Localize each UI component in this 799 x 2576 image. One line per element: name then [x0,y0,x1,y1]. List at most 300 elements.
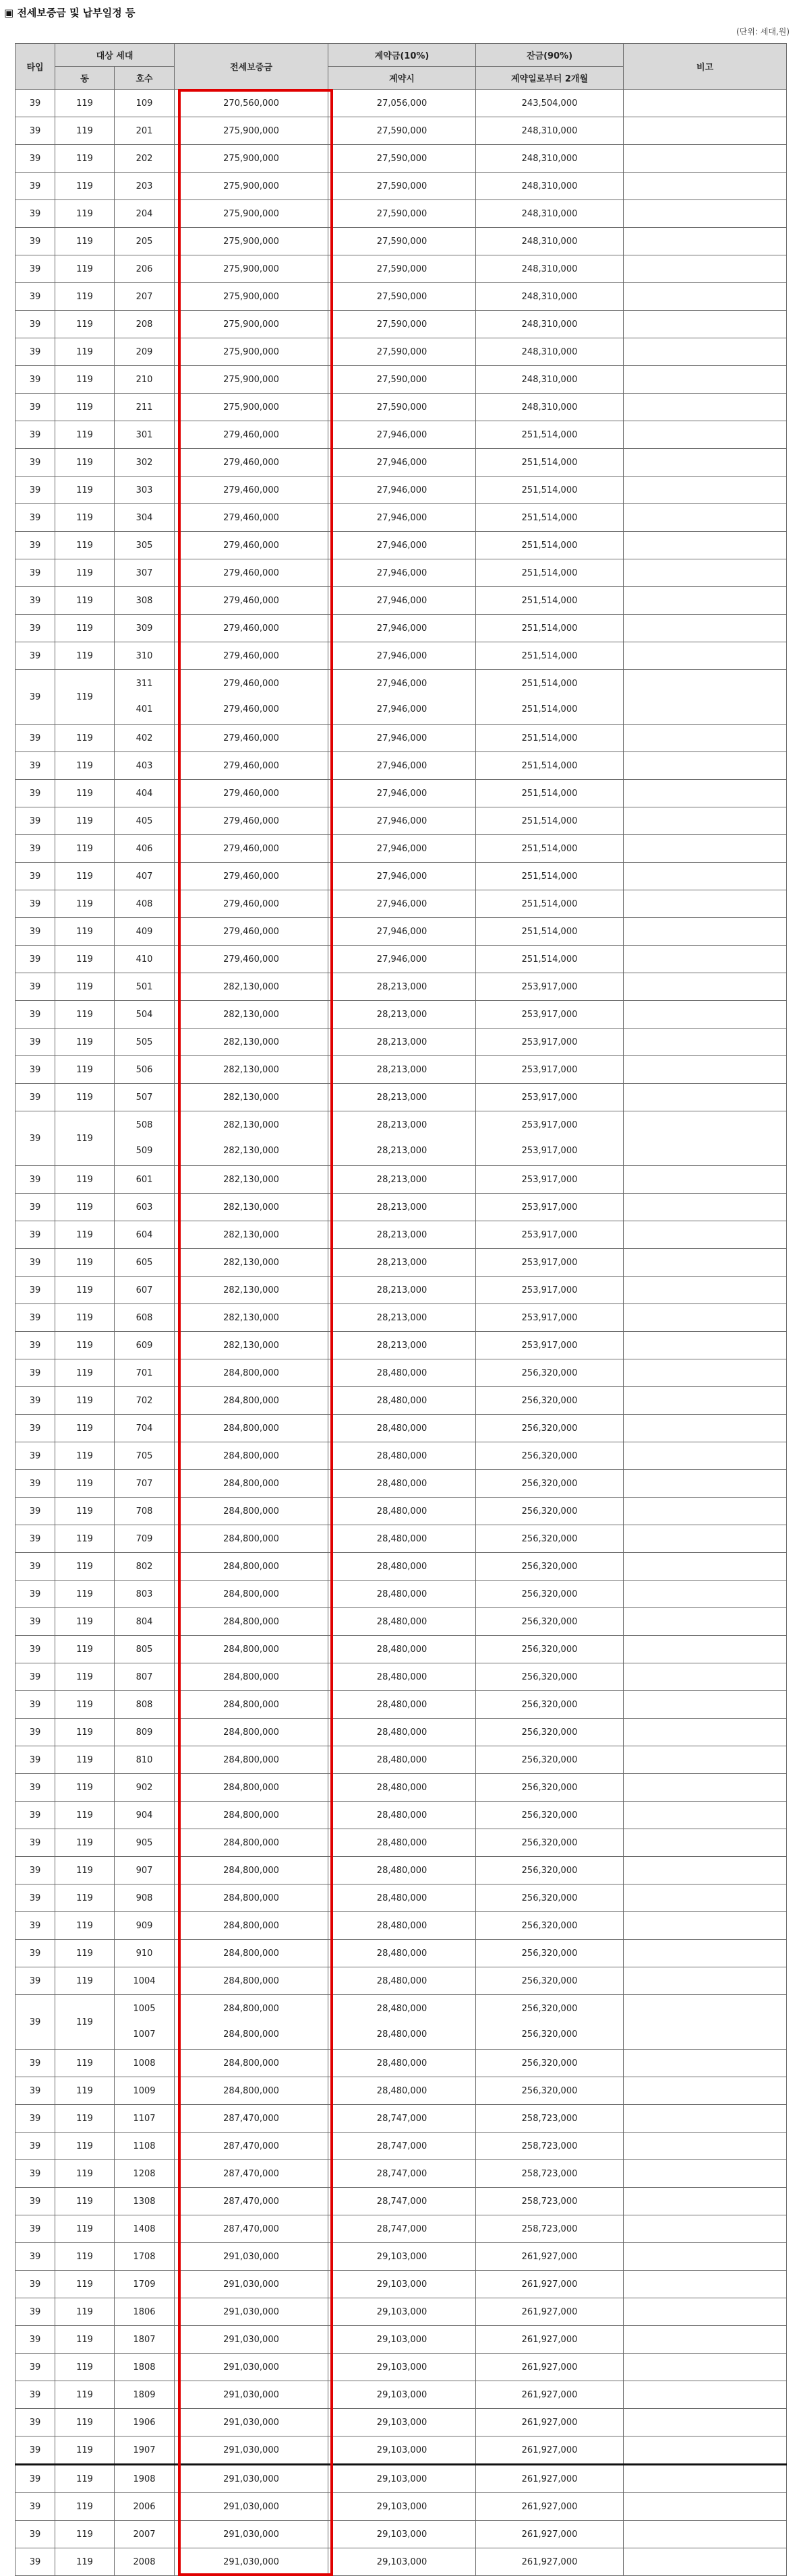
cell-balance: 258,723,000 [476,2133,624,2160]
cell-remarks [624,228,787,255]
cell-contract: 28,480,000 [328,1387,476,1415]
cell-remarks [624,311,787,338]
cell-deposit: 284,800,000 [175,1415,328,1442]
cell-deposit: 291,030,000 [175,2326,328,2354]
cell-dong: 119 [55,752,115,780]
table-row [16,1802,787,1829]
cell-ho: 601 [115,1166,175,1194]
cell-dong: 119 [55,587,115,615]
cell-dong: 119 [55,1029,115,1056]
cell-type: 39 [16,1498,55,1525]
cell-balance: 253,917,000 [476,1056,624,1084]
cell-type: 39 [16,1857,55,1884]
cell-deposit: 284,800,000 [175,1967,328,1995]
cell-type: 39 [16,807,55,835]
cell-ho: 202 [115,145,175,173]
cell-type: 39 [16,1884,55,1912]
cell-balance: 256,320,000 [476,1498,624,1525]
cell-type: 39 [16,1359,55,1387]
header-deposit: 전세보증금 [175,44,328,90]
cell-ho: 211 [115,394,175,421]
cell-type: 39 [16,2298,55,2326]
cell-dong: 119 [55,1084,115,1111]
table-row [16,2409,787,2436]
cell-contract: 28,480,000 [328,1636,476,1663]
cell-contract: 28,480,000 [328,1470,476,1498]
cell-deposit: 275,900,000 [175,311,328,338]
cell-dong: 119 [55,1194,115,1221]
cell-remarks [624,2521,787,2548]
cell-deposit: 284,800,000 [175,1608,328,1636]
cell-contract: 28,480,000 [328,1719,476,1746]
cell-deposit-value: 282,130,000 [223,1146,279,1156]
cell-balance: 248,310,000 [476,366,624,394]
cell-balance: 256,320,000 [476,1774,624,1802]
cell-contract: 28,480,000 [328,1774,476,1802]
cell-dong: 119 [55,2243,115,2271]
cell-dong: 119 [55,2381,115,2409]
cell-remarks [624,2215,787,2243]
cell-dong: 119 [55,835,115,863]
table-row [16,2105,787,2133]
cell-dong: 119 [55,2133,115,2160]
cell-dong: 119 [55,1802,115,1829]
cell-dong: 119 [55,1884,115,1912]
cell-dong: 119 [55,90,115,117]
cell-contract: 27,590,000 [328,117,476,145]
cell-contract: 28,213,000 [328,1084,476,1111]
cell-deposit: 282,130,000 [175,1029,328,1056]
cell-type: 39 [16,1829,55,1857]
cell-deposit: 284,800,000 [175,1359,328,1387]
cell-dong: 119 [55,807,115,835]
cell-remarks [624,1608,787,1636]
cell-balance: 261,927,000 [476,2493,624,2521]
cell-deposit: 284,800,000 [175,1802,328,1829]
cell-remarks [624,1636,787,1663]
cell-balance: 258,723,000 [476,2188,624,2215]
cell-deposit-value: 282,130,000 [223,1120,279,1130]
cell-contract: 28,480,000 [328,1359,476,1387]
cell-dong: 119 [55,1581,115,1608]
cell-deposit: 279,460,000 [175,835,328,863]
cell-remarks [624,2077,787,2105]
table-row [16,394,787,421]
cell-dong: 119 [55,1415,115,1442]
cell-contract: 27,946,000 [328,890,476,918]
cell-remarks [624,642,787,670]
cell-balance: 261,927,000 [476,2298,624,2326]
cell-ho: 203 [115,173,175,200]
cell-deposit-value: 279,460,000 [223,704,279,714]
cell-remarks [624,1029,787,1056]
cell-type: 39 [16,1001,55,1029]
cell-deposit: 279,460,000 [175,477,328,504]
cell-balance: 251,514,000 [476,615,624,642]
cell-ho: 1008 [115,2050,175,2077]
cell-type: 39 [16,1304,55,1332]
cell-remarks [624,1802,787,1829]
cell-ho: 210 [115,366,175,394]
cell-contract: 27,590,000 [328,173,476,200]
cell-contract: 27,946,000 [328,559,476,587]
cell-type: 39 [16,532,55,559]
cell-ho: 1809 [115,2381,175,2409]
cell-deposit: 287,470,000 [175,2215,328,2243]
cell-balance: 256,320,000 [476,1719,624,1746]
cell-contract-value: 28,480,000 [376,2029,427,2040]
cell-type: 39 [16,1774,55,1802]
cell-type: 39 [16,587,55,615]
cell-contract: 29,103,000 [328,2521,476,2548]
page-title: ▣ 전세보증금 및 납부일정 등 [4,7,136,19]
cell-deposit: 279,460,000 [175,807,328,835]
cell-balance: 248,310,000 [476,117,624,145]
cell-type: 39 [16,173,55,200]
cell-ho: 505 [115,1029,175,1056]
cell-remarks [624,1940,787,1967]
cell-type: 39 [16,283,55,311]
cell-remarks [624,1719,787,1746]
cell-type: 39 [16,2381,55,2409]
cell-remarks [624,890,787,918]
cell-contract: 28,213,000 [328,1001,476,1029]
cell-remarks [624,2243,787,2271]
cell-balance: 248,310,000 [476,173,624,200]
cell-contract: 27,590,000 [328,338,476,366]
cell-dong: 119 [55,2436,115,2465]
cell-contract: 28,213,000 [328,1166,476,1194]
cell-deposit: 284,800,000 [175,1581,328,1608]
cell-dong: 119 [55,2271,115,2298]
cell-type: 39 [16,863,55,890]
cell-contract: 27,946,000 [328,477,476,504]
cell-balance: 251,514,000 [476,504,624,532]
cell-type: 39 [16,1719,55,1746]
cell-deposit: 275,900,000 [175,117,328,145]
cell-contract: 27,590,000 [328,255,476,283]
cell-remarks [624,1857,787,1884]
cell-balance: 248,310,000 [476,200,624,228]
cell-ho: 403 [115,752,175,780]
cell-balance: 248,310,000 [476,311,624,338]
cell-ho: 1009 [115,2077,175,2105]
cell-contract: 28,480,000 [328,1442,476,1470]
cell-ho: 205 [115,228,175,255]
cell-dong: 119 [55,173,115,200]
cell-type: 39 [16,1553,55,1581]
cell-deposit: 284,800,000 [175,1719,328,1746]
cell-remarks [624,2188,787,2215]
cell-type: 39 [16,1221,55,1249]
cell-balance: 261,927,000 [476,2548,624,2576]
cell-ho: 1107 [115,2105,175,2133]
cell-type: 39 [16,1636,55,1663]
cell-remarks [624,1111,787,1166]
header-balance-amount: 잔금(90%) [476,44,624,67]
cell-ho: 310 [115,642,175,670]
table-row [16,2298,787,2326]
cell-balance: 256,320,000 [476,1802,624,1829]
cell-type: 39 [16,2271,55,2298]
cell-contract: 28,480,000 [328,1553,476,1581]
table-row [16,2521,787,2548]
cell-balance: 243,504,000 [476,90,624,117]
cell-ho: 804 [115,1608,175,1636]
cell-dong: 119 [55,1663,115,1691]
cell-dong: 119 [55,670,115,725]
cell-balance-value: 256,320,000 [521,2004,578,2014]
cell-type: 39 [16,2243,55,2271]
cell-type: 39 [16,973,55,1001]
cell-contract: 28,480,000 [328,1884,476,1912]
deposit-schedule-table-container [15,43,786,2576]
cell-deposit: 279,460,000 [175,752,328,780]
cell-remarks [624,1277,787,1304]
cell-ho: 201 [115,117,175,145]
cell-remarks [624,918,787,946]
cell-balance: 253,917,000 [476,1332,624,1359]
table-row [16,366,787,394]
table-row [16,1249,787,1277]
cell-dong: 119 [55,890,115,918]
cell-contract: 27,946,000 [328,449,476,477]
cell-balance: 258,723,000 [476,2215,624,2243]
cell-dong: 119 [55,559,115,587]
cell-type: 39 [16,670,55,725]
table-row [16,1332,787,1359]
cell-type: 39 [16,338,55,366]
cell-ho: 1408 [115,2215,175,2243]
header-ho: 호수 [115,67,175,90]
table-row [16,311,787,338]
cell-type: 39 [16,835,55,863]
cell-dong: 119 [55,1249,115,1277]
cell-dong: 119 [55,1387,115,1415]
cell-balance: 248,310,000 [476,283,624,311]
cell-remarks [624,1249,787,1277]
cell-deposit: 284,800,000 [175,1387,328,1415]
cell-ho: 301 [115,421,175,449]
cell-ho: 109 [115,90,175,117]
cell-ho [115,1995,175,2050]
cell-deposit: 282,130,000 [175,1221,328,1249]
cell-balance: 258,723,000 [476,2105,624,2133]
cell-type: 39 [16,200,55,228]
cell-balance: 256,320,000 [476,1691,624,1719]
cell-deposit: 287,470,000 [175,2133,328,2160]
cell-dong: 119 [55,1967,115,1995]
cell-remarks [624,1995,787,2050]
cell-ho: 603 [115,1194,175,1221]
cell-contract: 27,946,000 [328,946,476,973]
cell-remarks [624,807,787,835]
table-row [16,835,787,863]
cell-dong: 119 [55,1691,115,1719]
cell-contract-value: 28,213,000 [376,1120,427,1130]
table-row [16,918,787,946]
cell-contract: 28,480,000 [328,1498,476,1525]
cell-type: 39 [16,1332,55,1359]
cell-remarks [624,338,787,366]
cell-type: 39 [16,1111,55,1166]
cell-remarks [624,1774,787,1802]
cell-contract-value: 28,480,000 [376,2004,427,2014]
cell-contract-value: 28,213,000 [376,1146,427,1156]
header-remarks: 비고 [624,44,787,90]
table-row [16,2465,787,2493]
cell-contract: 28,213,000 [328,1221,476,1249]
cell-balance: 253,917,000 [476,1166,624,1194]
cell-balance-value: 251,514,000 [521,679,578,689]
cell-remarks [624,615,787,642]
cell-deposit [175,670,328,725]
table-row [16,1415,787,1442]
cell-deposit: 284,800,000 [175,1663,328,1691]
cell-contract: 28,747,000 [328,2160,476,2188]
cell-dong: 119 [55,532,115,559]
cell-dong: 119 [55,946,115,973]
cell-dong: 119 [55,504,115,532]
cell-remarks [624,1001,787,1029]
table-row [16,1084,787,1111]
cell-ho: 402 [115,725,175,752]
cell-type: 39 [16,1995,55,2050]
cell-type: 39 [16,1691,55,1719]
table-row [16,559,787,587]
cell-balance: 256,320,000 [476,1857,624,1884]
table-row [16,1636,787,1663]
table-row [16,1001,787,1029]
cell-ho: 608 [115,1304,175,1332]
table-row [16,1498,787,1525]
cell-contract: 27,946,000 [328,918,476,946]
cell-deposit: 287,470,000 [175,2105,328,2133]
table-row [16,890,787,918]
cell-contract: 29,103,000 [328,2493,476,2521]
table-header [16,44,787,90]
cell-type: 39 [16,2465,55,2493]
cell-deposit: 291,030,000 [175,2271,328,2298]
cell-dong: 119 [55,1470,115,1498]
cell-remarks [624,946,787,973]
cell-ho: 705 [115,1442,175,1470]
cell-balance: 256,320,000 [476,1470,624,1498]
cell-type: 39 [16,90,55,117]
table-row [16,477,787,504]
cell-remarks [624,117,787,145]
cell-contract: 29,103,000 [328,2271,476,2298]
cell-contract: 27,590,000 [328,228,476,255]
cell-type: 39 [16,255,55,283]
cell-contract: 28,213,000 [328,1249,476,1277]
cell-dong: 119 [55,283,115,311]
cell-ho-value: 1007 [133,2029,156,2040]
cell-contract: 28,480,000 [328,1581,476,1608]
cell-dong: 119 [55,642,115,670]
table-row [16,2436,787,2465]
cell-deposit: 279,460,000 [175,559,328,587]
cell-dong: 119 [55,1912,115,1940]
cell-ho: 707 [115,1470,175,1498]
cell-type: 39 [16,2188,55,2215]
cell-dong: 119 [55,1498,115,1525]
cell-deposit: 282,130,000 [175,1249,328,1277]
cell-deposit: 291,030,000 [175,2243,328,2271]
cell-contract [328,670,476,725]
cell-dong: 119 [55,449,115,477]
cell-deposit: 284,800,000 [175,1525,328,1553]
table-body [16,90,787,2576]
table-row [16,1746,787,1774]
cell-contract: 27,946,000 [328,835,476,863]
cell-ho: 1806 [115,2298,175,2326]
cell-deposit: 291,030,000 [175,2298,328,2326]
cell-balance: 261,927,000 [476,2465,624,2493]
cell-ho: 607 [115,1277,175,1304]
cell-ho: 708 [115,1498,175,1525]
table-row [16,2326,787,2354]
cell-deposit: 291,030,000 [175,2409,328,2436]
cell-remarks [624,90,787,117]
cell-deposit: 275,900,000 [175,200,328,228]
cell-ho: 1807 [115,2326,175,2354]
cell-ho: 504 [115,1001,175,1029]
cell-remarks [624,421,787,449]
cell-balance: 251,514,000 [476,807,624,835]
cell-deposit: 287,470,000 [175,2160,328,2188]
cell-dong: 119 [55,1608,115,1636]
cell-type: 39 [16,2050,55,2077]
cell-ho: 1709 [115,2271,175,2298]
cell-type: 39 [16,1084,55,1111]
table-row [16,2354,787,2381]
cell-ho: 2006 [115,2493,175,2521]
cell-deposit: 284,800,000 [175,1912,328,1940]
cell-ho: 2007 [115,2521,175,2548]
header-contract-timing: 계약시 [328,67,476,90]
cell-balance: 253,917,000 [476,1001,624,1029]
cell-remarks [624,2409,787,2436]
cell-ho [115,670,175,725]
cell-ho: 807 [115,1663,175,1691]
cell-dong: 119 [55,145,115,173]
table-row [16,1940,787,1967]
cell-ho: 704 [115,1415,175,1442]
table-row [16,1387,787,1415]
cell-ho: 409 [115,918,175,946]
cell-deposit: 282,130,000 [175,973,328,1001]
table-row [16,200,787,228]
cell-deposit: 291,030,000 [175,2521,328,2548]
cell-balance: 251,514,000 [476,918,624,946]
cell-balance: 248,310,000 [476,394,624,421]
cell-dong: 119 [55,255,115,283]
cell-dong: 119 [55,1857,115,1884]
cell-contract: 29,103,000 [328,2409,476,2436]
cell-ho: 303 [115,477,175,504]
cell-type: 39 [16,2436,55,2465]
table-row [16,117,787,145]
cell-remarks [624,2271,787,2298]
cell-type: 39 [16,2133,55,2160]
cell-dong: 119 [55,1111,115,1166]
header-dong: 동 [55,67,115,90]
cell-contract: 28,213,000 [328,1056,476,1084]
cell-ho: 309 [115,615,175,642]
cell-type: 39 [16,2521,55,2548]
cell-balance: 261,927,000 [476,2381,624,2409]
